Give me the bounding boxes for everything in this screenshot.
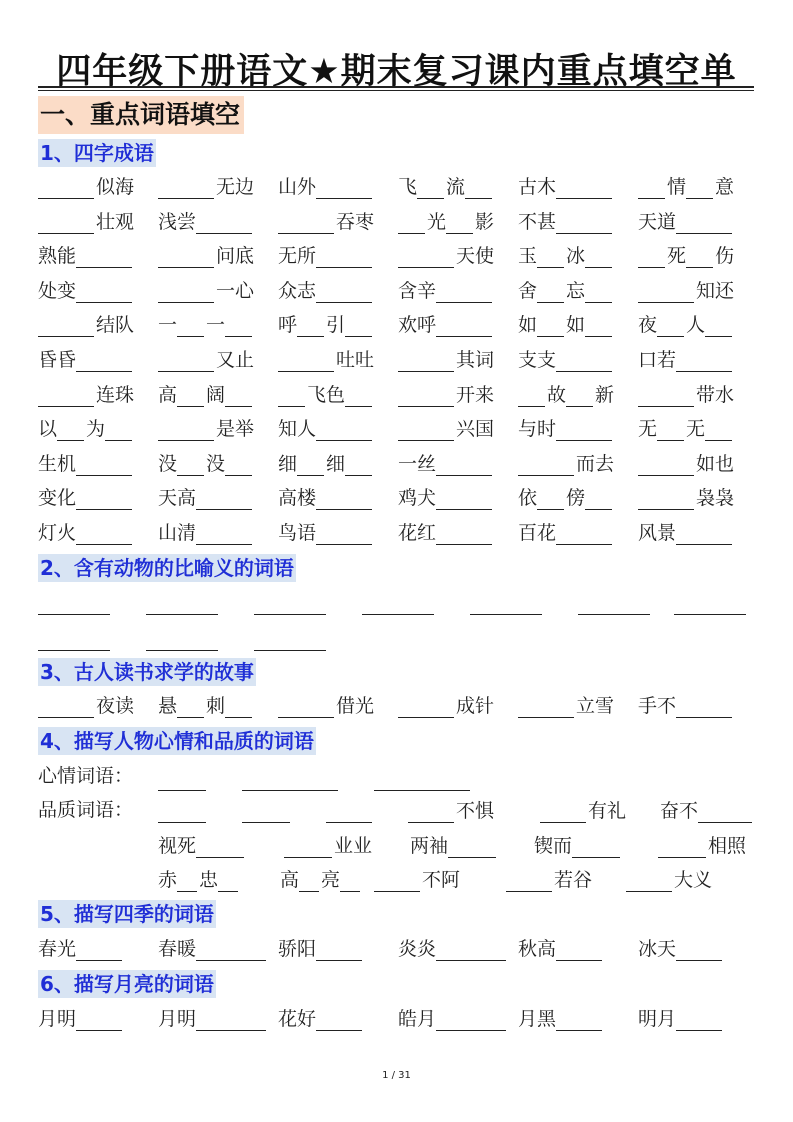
blank-line[interactable] — [316, 960, 362, 961]
entry-text: 吐吐 — [336, 349, 375, 371]
entry-text: 无所 — [278, 245, 317, 268]
entry-text: 鸡犬 — [398, 487, 437, 510]
blank-line[interactable] — [345, 406, 372, 407]
entry-text: 亮 — [321, 869, 341, 891]
entry-text: 鸟语 — [278, 522, 317, 544]
blank-line[interactable] — [436, 475, 492, 476]
blank-line[interactable] — [676, 1030, 722, 1031]
entry-text: 山外 — [278, 176, 317, 198]
blank-line[interactable] — [158, 371, 214, 372]
entry-text: 春光 — [38, 938, 77, 960]
entry-text: 欢呼 — [398, 314, 437, 337]
blank-line[interactable] — [76, 302, 132, 303]
entry-text: 以 — [38, 418, 58, 441]
entry-text: 有礼 — [588, 800, 627, 822]
blank-line[interactable] — [158, 790, 206, 791]
entry-text: 夜 — [638, 314, 658, 337]
blank-line[interactable] — [345, 475, 372, 476]
entry-text: 一 — [206, 314, 226, 337]
entry-text: 锲而 — [534, 835, 573, 857]
entry-text: 浅尝 — [158, 210, 197, 233]
mood-label: 心情词语： — [38, 765, 134, 787]
entry-text: 如 — [566, 314, 586, 337]
entry-text: 处变 — [38, 279, 77, 302]
blank-line[interactable] — [556, 960, 602, 961]
blank-line[interactable] — [585, 336, 612, 337]
entry-text: 呼 — [278, 314, 298, 337]
blank-line[interactable] — [537, 509, 564, 510]
blank-line[interactable] — [76, 509, 132, 510]
entry-text: 赤 — [158, 869, 178, 891]
blank-line[interactable] — [676, 960, 722, 961]
entry-text: 悬 — [158, 695, 178, 717]
blank-line[interactable] — [316, 1030, 362, 1031]
section-heading: 一、重点词语填空 — [38, 96, 244, 134]
blank-line[interactable] — [316, 544, 372, 545]
entry-text: 秋高 — [518, 938, 557, 960]
entry-text: 又止 — [216, 349, 255, 371]
entry-text: 不阿 — [422, 869, 461, 891]
blank-line[interactable] — [657, 440, 684, 441]
blank-line[interactable] — [398, 233, 425, 234]
blank-line[interactable] — [76, 960, 122, 961]
blank-line[interactable] — [278, 406, 305, 407]
blank-line[interactable] — [556, 233, 612, 234]
blank-line[interactable] — [38, 406, 94, 407]
blank-line[interactable] — [572, 857, 620, 858]
blank-line[interactable] — [417, 198, 444, 199]
blank-line[interactable] — [196, 857, 244, 858]
entry-text: 含辛 — [398, 279, 437, 302]
entry-text: 人 — [686, 314, 706, 337]
entry-text: 月明 — [38, 1008, 77, 1030]
entry-text: 皓月 — [398, 1008, 437, 1030]
blank-line[interactable] — [158, 302, 214, 303]
entry-text: 众志 — [278, 279, 317, 302]
title-underline-thin — [38, 90, 754, 91]
blank-line[interactable] — [448, 857, 496, 858]
entry-text: 玉 — [518, 245, 538, 268]
entry-text: 相照 — [708, 835, 747, 857]
entry-text: 花红 — [398, 522, 437, 544]
title-underline — [38, 86, 754, 88]
entry-text: 是举 — [216, 418, 255, 441]
blank-line[interactable] — [398, 406, 454, 407]
entry-text: 天使 — [456, 245, 495, 268]
entry-text: 不甚 — [518, 210, 557, 233]
blank-line[interactable] — [518, 475, 574, 476]
entry-text: 开来 — [456, 383, 495, 406]
entry-text: 山清 — [158, 522, 197, 544]
blank-line[interactable] — [436, 336, 492, 337]
blank-line[interactable] — [506, 891, 552, 892]
entry-text: 兴国 — [456, 418, 495, 441]
blank-line[interactable] — [196, 509, 252, 510]
entry-text: 一 — [158, 314, 178, 337]
entry-text: 情 — [667, 176, 687, 198]
entry-text: 灯火 — [38, 522, 77, 544]
blank-line[interactable] — [316, 198, 372, 199]
entry-text: 两袖 — [410, 835, 449, 857]
blank-line[interactable] — [105, 440, 132, 441]
blank-line[interactable] — [518, 406, 545, 407]
entry-text: 月黑 — [518, 1008, 557, 1030]
blank-line[interactable] — [38, 336, 94, 337]
entry-text: 一心 — [216, 279, 255, 302]
entry-text: 夜读 — [96, 695, 135, 717]
blank-line[interactable] — [225, 475, 252, 476]
blank-line[interactable] — [705, 440, 732, 441]
blank-line[interactable] — [177, 406, 204, 407]
entry-text: 大义 — [674, 869, 713, 891]
blank-line[interactable] — [638, 267, 665, 268]
entry-text: 意 — [715, 176, 735, 198]
entry-text: 光 — [427, 210, 447, 233]
blank-line[interactable] — [398, 267, 454, 268]
entry-text: 没 — [158, 452, 178, 475]
blank-line[interactable] — [537, 267, 564, 268]
entry-text: 视死 — [158, 835, 197, 857]
blank-line[interactable] — [76, 1030, 122, 1031]
blank-line[interactable] — [638, 302, 694, 303]
blank-line[interactable] — [340, 891, 360, 892]
entry-text: 天道 — [638, 210, 677, 233]
entry-text: 月明 — [158, 1008, 197, 1030]
blank-line[interactable] — [146, 614, 218, 615]
entry-text: 业业 — [334, 835, 373, 857]
blank-line[interactable] — [537, 302, 564, 303]
blank-line[interactable] — [374, 891, 420, 892]
entry-text: 立雪 — [576, 695, 615, 717]
entry-text: 结队 — [96, 314, 135, 337]
entry-text: 袅袅 — [696, 487, 735, 510]
blank-line[interactable] — [278, 717, 334, 718]
blank-line[interactable] — [76, 475, 132, 476]
entry-text: 伤 — [715, 245, 735, 268]
entry-text: 忘 — [566, 279, 586, 302]
subsection-seasons: 5、描写四季的词语 — [40, 902, 214, 926]
blank-line[interactable] — [278, 371, 334, 372]
blank-line[interactable] — [38, 233, 94, 234]
blank-line[interactable] — [177, 336, 204, 337]
blank-line[interactable] — [316, 509, 372, 510]
blank-line[interactable] — [556, 1030, 602, 1031]
blank-line[interactable] — [398, 371, 454, 372]
entry-text: 风景 — [638, 522, 677, 544]
blank-line[interactable] — [38, 717, 94, 718]
entry-text: 口若 — [638, 349, 677, 371]
blank-line[interactable] — [686, 267, 713, 268]
entry-text: 知人 — [278, 418, 317, 441]
entry-text: 死 — [667, 245, 687, 268]
blank-line[interactable] — [242, 790, 338, 791]
entry-text: 生机 — [38, 452, 77, 475]
subsection-study-stories: 3、古人读书求学的故事 — [40, 660, 254, 684]
entry-text: 奋不 — [660, 800, 699, 822]
entry-text: 若谷 — [554, 869, 593, 891]
entry-text: 春暖 — [158, 938, 197, 960]
entry-text: 无 — [638, 418, 658, 441]
blank-line[interactable] — [158, 822, 206, 823]
entry-text: 高楼 — [278, 487, 317, 510]
entry-text: 细 — [278, 452, 298, 475]
entry-text: 没 — [206, 452, 226, 475]
entry-text: 无边 — [216, 176, 255, 198]
blank-line[interactable] — [374, 790, 470, 791]
entry-text: 花好 — [278, 1008, 317, 1030]
entry-text: 吞枣 — [336, 210, 375, 233]
blank-line[interactable] — [585, 302, 612, 303]
blank-line[interactable] — [638, 406, 694, 407]
entry-text: 炎炎 — [398, 938, 437, 960]
blank-line[interactable] — [676, 717, 732, 718]
blank-line[interactable] — [585, 267, 612, 268]
blank-line[interactable] — [196, 544, 252, 545]
blank-line[interactable] — [626, 891, 672, 892]
entry-text: 冰 — [566, 245, 586, 268]
blank-line[interactable] — [705, 336, 732, 337]
blank-line[interactable] — [676, 371, 732, 372]
blank-line[interactable] — [537, 336, 564, 337]
blank-line[interactable] — [540, 822, 586, 823]
subsection-moon: 6、描写月亮的词语 — [40, 972, 214, 996]
entry-text: 冰天 — [638, 938, 677, 960]
blank-line[interactable] — [316, 302, 372, 303]
blank-line[interactable] — [196, 1030, 266, 1031]
entry-text: 变化 — [38, 487, 77, 510]
entry-text: 影 — [475, 210, 495, 233]
blank-line[interactable] — [465, 198, 492, 199]
entry-text: 高 — [280, 869, 300, 891]
entry-text: 如 — [518, 314, 538, 337]
entry-text: 明月 — [638, 1008, 677, 1030]
entry-text: 带水 — [696, 383, 735, 406]
subsection-animal-words: 2、含有动物的比喻义的词语 — [40, 556, 294, 580]
entry-text: 引 — [326, 314, 346, 337]
blank-line[interactable] — [38, 198, 94, 199]
blank-line[interactable] — [638, 475, 694, 476]
entry-text: 连珠 — [96, 383, 135, 406]
blank-line[interactable] — [158, 440, 214, 441]
blank-line[interactable] — [674, 614, 746, 615]
blank-line[interactable] — [177, 475, 204, 476]
blank-line[interactable] — [177, 717, 204, 718]
blank-line[interactable] — [316, 267, 372, 268]
blank-line[interactable] — [254, 650, 326, 651]
entry-text: 高 — [158, 383, 178, 406]
blank-line[interactable] — [698, 822, 752, 823]
blank-line[interactable] — [556, 198, 612, 199]
blank-line[interactable] — [57, 440, 84, 441]
blank-line[interactable] — [556, 371, 612, 372]
entry-text: 壮观 — [96, 210, 135, 233]
entry-text: 舍 — [518, 279, 538, 302]
blank-line[interactable] — [158, 267, 214, 268]
blank-line[interactable] — [299, 891, 319, 892]
entry-text: 流 — [446, 176, 466, 198]
blank-line[interactable] — [686, 198, 713, 199]
blank-line[interactable] — [657, 336, 684, 337]
entry-text: 傍 — [566, 487, 586, 510]
blank-line[interactable] — [556, 544, 612, 545]
blank-line[interactable] — [218, 891, 238, 892]
blank-line[interactable] — [658, 857, 706, 858]
blank-line[interactable] — [242, 822, 290, 823]
blank-line[interactable] — [436, 302, 492, 303]
blank-line[interactable] — [345, 336, 372, 337]
blank-line[interactable] — [398, 440, 454, 441]
blank-line[interactable] — [278, 233, 334, 234]
blank-line[interactable] — [326, 822, 372, 823]
blank-line[interactable] — [436, 1030, 506, 1031]
entry-text: 古木 — [518, 176, 557, 198]
entry-text: 无 — [686, 418, 706, 441]
blank-line[interactable] — [638, 509, 694, 510]
blank-line[interactable] — [436, 960, 506, 961]
blank-line[interactable] — [297, 475, 324, 476]
blank-line[interactable] — [408, 822, 454, 823]
blank-line[interactable] — [676, 544, 732, 545]
blank-line[interactable] — [518, 717, 574, 718]
blank-line[interactable] — [436, 509, 492, 510]
entry-text: 昏昏 — [38, 349, 77, 371]
entry-text: 忠 — [199, 869, 219, 891]
entry-text: 其词 — [456, 349, 495, 371]
blank-line[interactable] — [470, 614, 542, 615]
blank-line[interactable] — [578, 614, 650, 615]
entry-text: 不惧 — [456, 800, 495, 822]
blank-line[interactable] — [362, 614, 434, 615]
blank-line[interactable] — [284, 857, 332, 858]
blank-line[interactable] — [196, 960, 266, 961]
entry-text: 阔 — [206, 383, 226, 406]
entry-text: 为 — [86, 418, 106, 441]
entry-text: 飞 — [398, 176, 418, 198]
blank-line[interactable] — [254, 614, 326, 615]
entry-text: 一丝 — [398, 452, 437, 475]
blank-line[interactable] — [638, 198, 665, 199]
quality-label: 品质词语： — [38, 799, 134, 821]
entry-text: 细 — [326, 452, 346, 475]
blank-line[interactable] — [146, 650, 218, 651]
entry-text: 与时 — [518, 418, 557, 441]
blank-line[interactable] — [566, 406, 593, 407]
blank-line[interactable] — [158, 198, 214, 199]
entry-text: 借光 — [336, 695, 375, 717]
blank-line[interactable] — [76, 544, 132, 545]
blank-line[interactable] — [436, 544, 492, 545]
entry-text: 知还 — [696, 279, 735, 302]
blank-line[interactable] — [177, 891, 197, 892]
blank-line[interactable] — [676, 233, 732, 234]
entry-text: 百花 — [518, 522, 557, 544]
entry-text: 天高 — [158, 487, 197, 510]
blank-line[interactable] — [297, 336, 324, 337]
entry-text: 手不 — [638, 695, 677, 717]
entry-text: 似海 — [96, 176, 135, 198]
blank-line[interactable] — [446, 233, 473, 234]
entry-text: 支支 — [518, 349, 557, 371]
entry-text: 依 — [518, 487, 538, 510]
blank-line[interactable] — [225, 336, 252, 337]
blank-line[interactable] — [38, 650, 110, 651]
entry-text: 而去 — [576, 452, 615, 475]
blank-line[interactable] — [316, 440, 372, 441]
blank-line[interactable] — [76, 267, 132, 268]
entry-text: 如也 — [696, 452, 735, 475]
blank-line[interactable] — [38, 614, 110, 615]
entry-text: 成针 — [456, 695, 495, 717]
blank-line[interactable] — [225, 717, 252, 718]
blank-line[interactable] — [556, 440, 612, 441]
page-number: 1 / 31 — [382, 1070, 411, 1081]
blank-line[interactable] — [196, 233, 252, 234]
blank-line[interactable] — [76, 371, 132, 372]
blank-line[interactable] — [398, 717, 454, 718]
subsection-mood-quality: 4、描写人物心情和品质的词语 — [40, 729, 314, 753]
entry-text: 问底 — [216, 245, 255, 268]
entry-text: 飞色 — [307, 383, 346, 406]
entry-text: 刺 — [206, 695, 226, 717]
entry-text: 故 — [547, 383, 567, 406]
entry-text: 骄阳 — [278, 938, 317, 960]
subsection-idioms: 1、四字成语 — [40, 141, 154, 165]
entry-text: 新 — [595, 383, 615, 406]
blank-line[interactable] — [225, 406, 252, 407]
entry-text: 熟能 — [38, 245, 77, 268]
page-title: 四年级下册语文★期末复习课内重点填空单 — [56, 52, 737, 92]
blank-line[interactable] — [585, 509, 612, 510]
